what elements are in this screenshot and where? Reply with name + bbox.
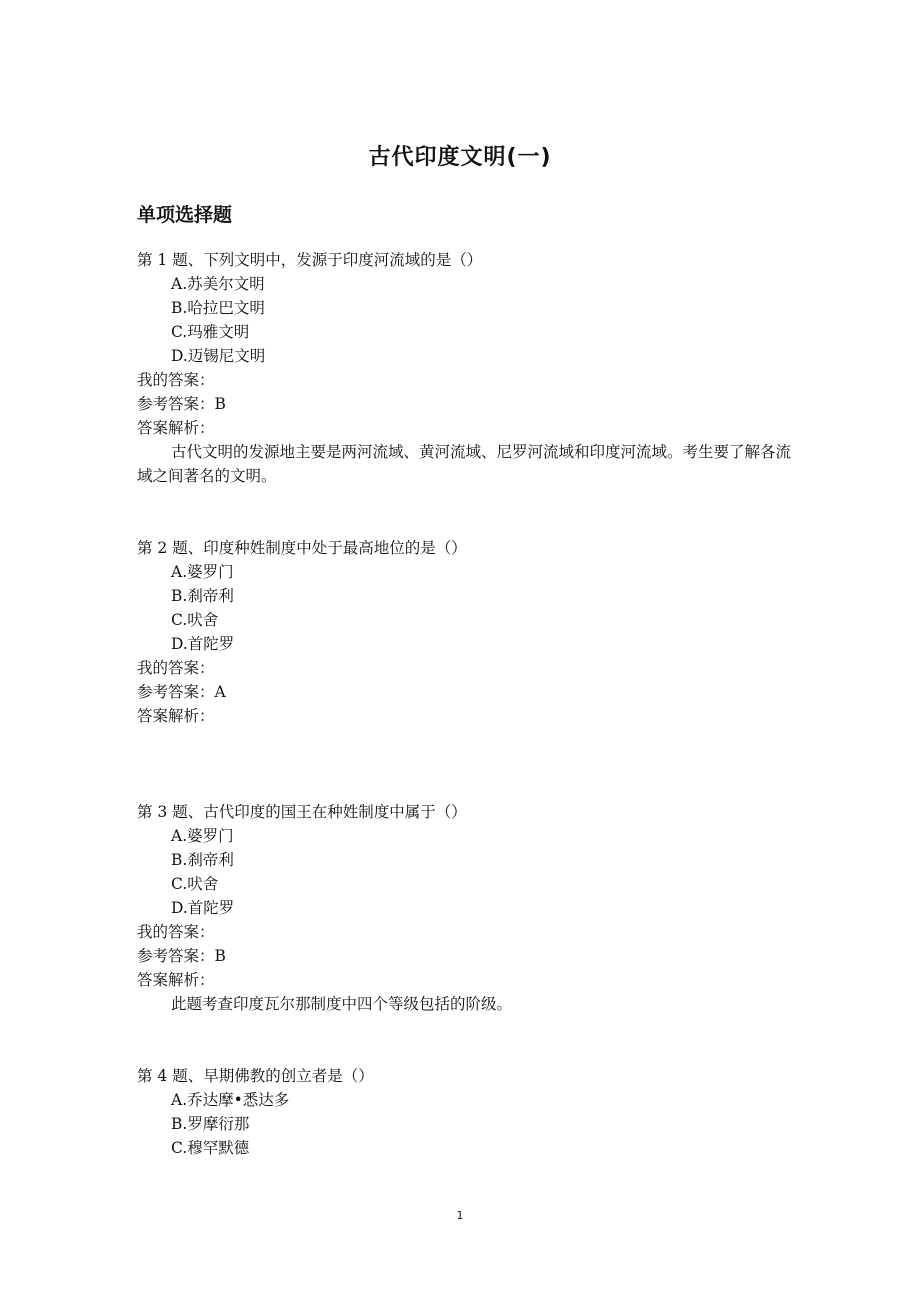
my-answer-label: 我的答案： (137, 371, 215, 389)
reference-answer: 参考答案：B (137, 395, 226, 413)
page-number: 1 (456, 1209, 464, 1222)
option-a: A.婆罗门 (171, 563, 234, 581)
option-a: A.婆罗门 (171, 827, 234, 845)
reference-answer: 参考答案：B (137, 947, 226, 965)
question-1 (137, 248, 797, 488)
option-c: C.吠舍 (171, 875, 219, 893)
option-b: B.刹帝利 (171, 851, 234, 869)
option-b: B.罗摩衍那 (171, 1115, 250, 1133)
question-stem: 第 4 题、早期佛教的创立者是（） (137, 1067, 374, 1085)
question-stem: 第 3 题、古代印度的国王在种姓制度中属于（） (137, 803, 467, 821)
question-stem: 第 2 题、印度种姓制度中处于最高地位的是（） (137, 539, 467, 557)
option-c: C.玛雅文明 (171, 323, 250, 341)
question-stem: 第 1 题、下列文明中，发源于印度河流域的是（） (137, 251, 483, 269)
option-d: D.迈锡尼文明 (171, 347, 266, 365)
reference-answer: 参考答案：A (137, 683, 226, 701)
analysis-label: 答案解析： (137, 419, 215, 437)
option-b: B.刹帝利 (171, 587, 234, 605)
option-b: B.哈拉巴文明 (171, 299, 265, 317)
option-d: D.首陀罗 (171, 899, 235, 917)
option-a: A.苏美尔文明 (171, 275, 265, 293)
question-3 (137, 800, 797, 1016)
question-list (137, 248, 797, 1160)
question-2 (137, 536, 797, 728)
option-c: C.穆罕默德 (171, 1139, 250, 1157)
page-title: 古代印度文明(一) (368, 145, 552, 170)
my-answer-label: 我的答案： (137, 923, 215, 941)
my-answer-label: 我的答案： (137, 659, 215, 677)
analysis-text: 此题考查印度瓦尔那制度中四个等级包括的阶级。 (171, 995, 513, 1013)
option-d: D.首陀罗 (171, 635, 235, 653)
option-a: A.乔达摩•悉达多 (171, 1091, 290, 1109)
section-heading: 单项选择题 (137, 204, 233, 226)
analysis-text: 古代文明的发源地主要是两河流域、黄河流域、尼罗河流域和印度河流域。考生要了解各流域之间著名的文明。 (137, 443, 792, 485)
analysis-label: 答案解析： (137, 971, 215, 989)
option-c: C.吠舍 (171, 611, 219, 629)
question-4 (137, 1064, 797, 1160)
analysis-label: 答案解析： (137, 707, 215, 725)
